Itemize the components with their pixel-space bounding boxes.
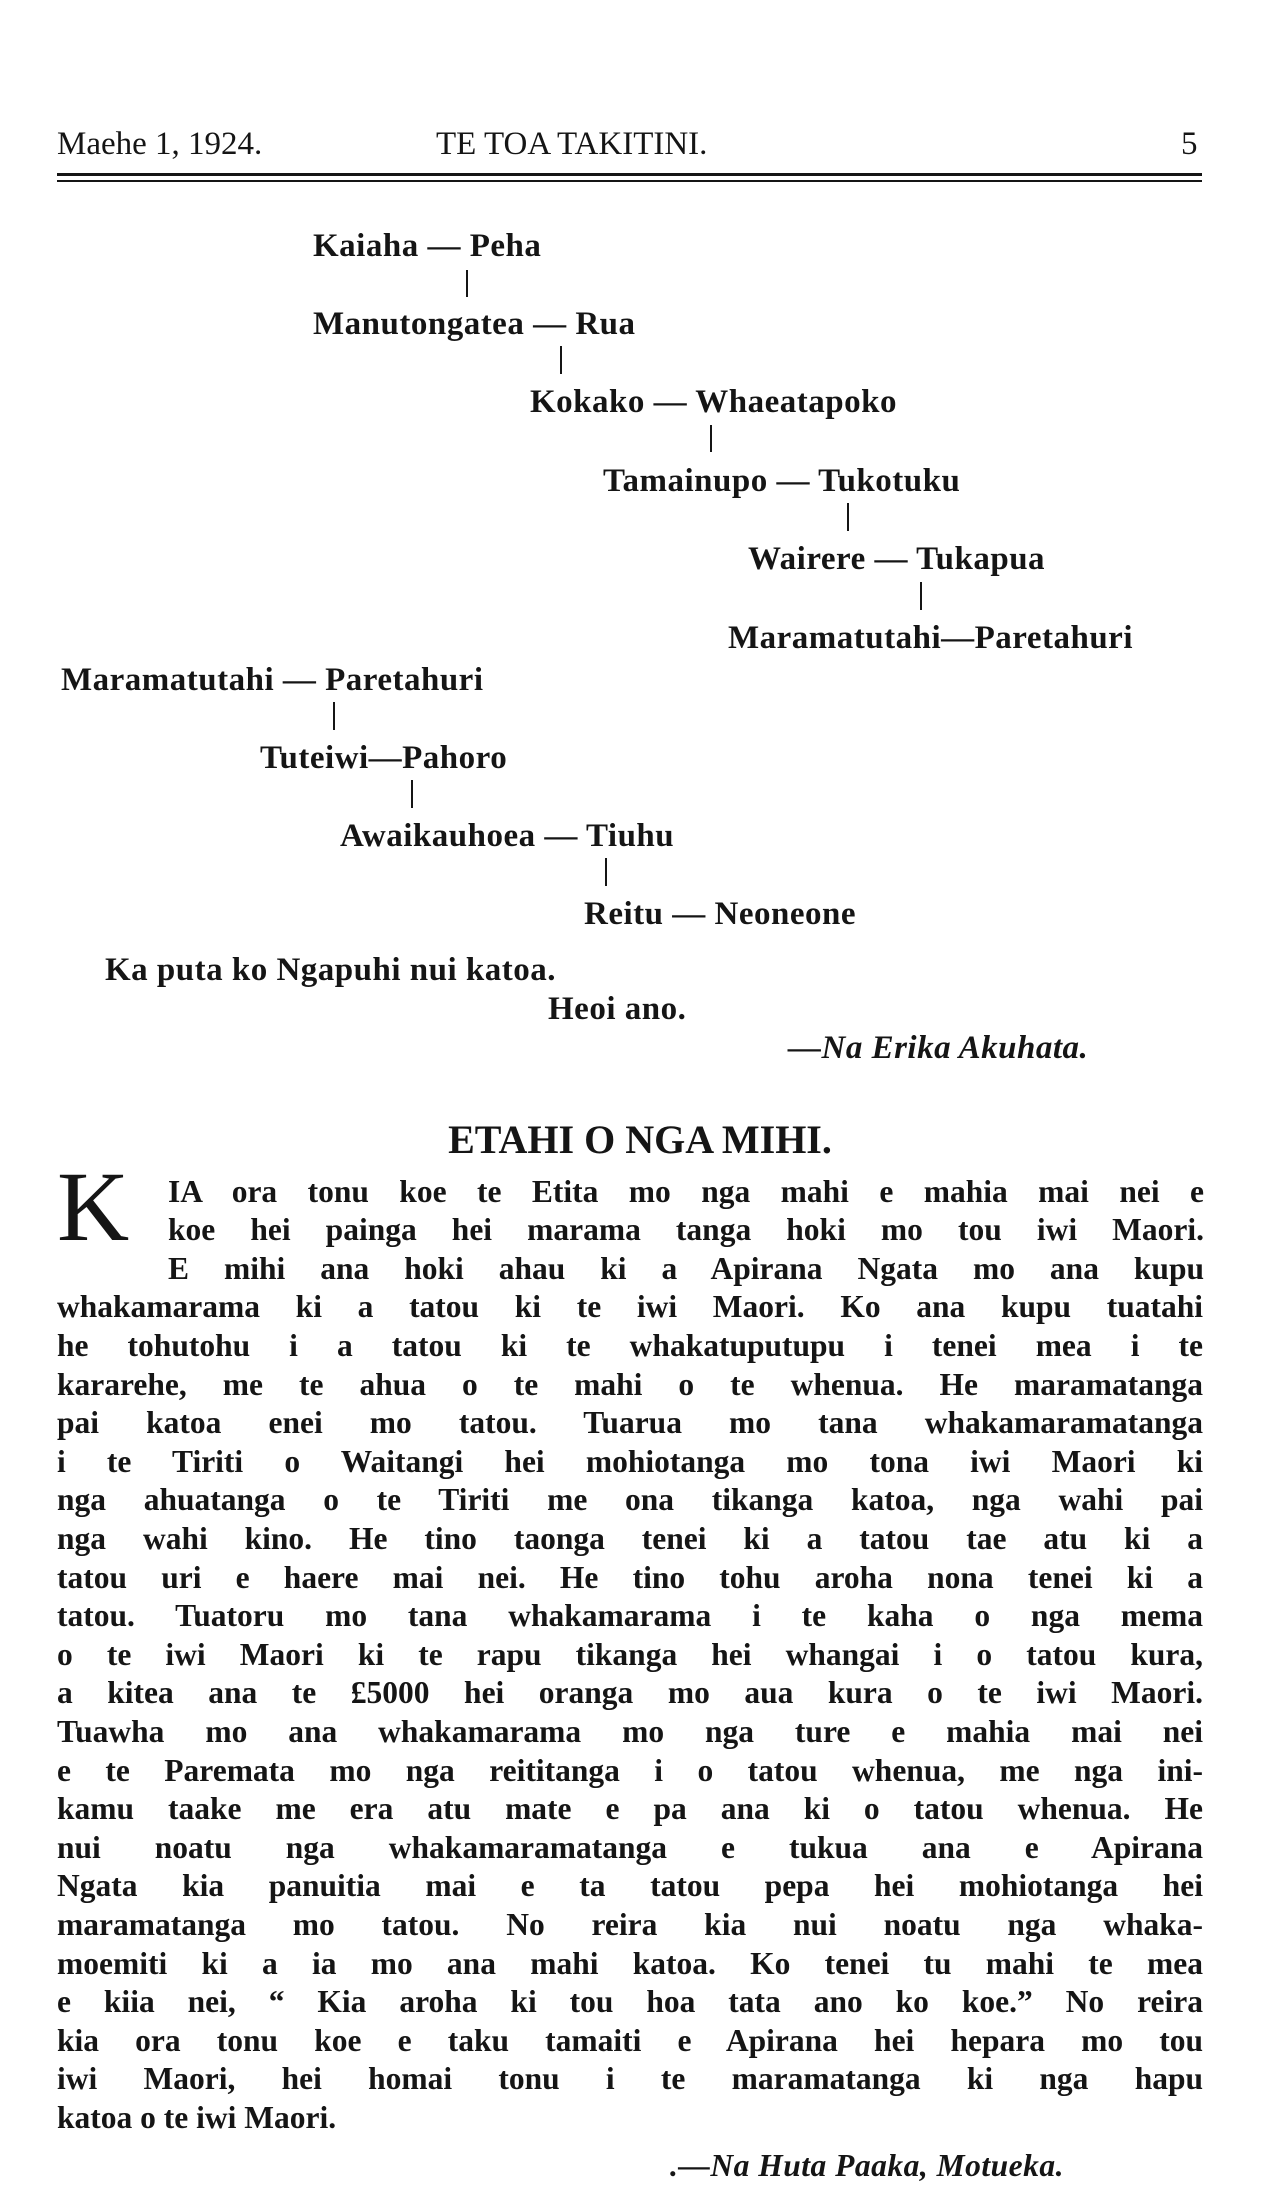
genealogy-pair: Kaiaha — Peha <box>313 228 542 264</box>
text-line: whakamarama ki a tatou ki te iwi Maori. Ko ana kupu tuatahi <box>57 1289 1203 1324</box>
text-line: IA ora tonu koe te Etita mo nga mahi e mahia mai nei e <box>168 1174 1204 1209</box>
article-title: ETAHI O NGA MIHI. <box>448 1117 832 1162</box>
text-line: a kitea ana te £5000 hei oranga mo aua kura o te iwi Maori. <box>57 1675 1203 1710</box>
genealogy-pair: Tuteiwi—Pahoro <box>260 740 508 776</box>
text-line: maramatanga mo tatou. No reira kia nui noatu nga whaka- <box>57 1907 1203 1942</box>
text-line: tatou uri e haere mai nei. He tino tohu aroha nona tenei ki a <box>57 1560 1203 1595</box>
descent-line <box>605 858 607 886</box>
text-line: i te Tiriti o Waitangi hei mohiotanga mo tona iwi Maori ki <box>57 1444 1203 1479</box>
header-date: Maehe 1, 1924. <box>57 126 263 162</box>
text-line: iwi Maori, hei homai tonu i te maramatanga ki nga hapu <box>57 2061 1203 2096</box>
genealogy-pair: Kokako — Whaeatapoko <box>530 384 897 420</box>
article-signature: .—Na Huta Paaka, Motueka. <box>670 2148 1065 2183</box>
text-line: kia ora tonu koe e taku tamaiti e Apirana hei hepara mo tou <box>57 2023 1203 2058</box>
text-line: nga wahi kino. He tino taonga tenei ki a tatou tae atu ki a <box>57 1521 1203 1556</box>
text-line: koe hei painga hei marama tanga hoki mo tou iwi Maori. <box>168 1212 1204 1247</box>
descent-line <box>920 582 922 610</box>
descent-line <box>466 270 468 297</box>
text-line: kamu taake me era atu mate e pa ana ki o tatou whenua. He <box>57 1791 1203 1826</box>
descent-line <box>847 503 849 531</box>
text-line: Ngata kia panuitia mai e ta tatou pepa hei mohiotanga hei <box>57 1868 1203 1903</box>
descent-line <box>411 780 413 808</box>
genealogy-pair: Maramatutahi — Paretahuri <box>61 662 484 698</box>
genealogy-pair: Maramatutahi—Paretahuri <box>728 620 1134 656</box>
text-line: moemiti ki a ia mo ana mahi katoa. Ko tenei tu mahi te mea <box>57 1946 1203 1981</box>
text-line: he tohutohu i a tatou ki te whakatuputupu i tenei mea i te <box>57 1328 1203 1363</box>
descent-line <box>333 702 335 730</box>
genealogy-pair: Wairere — Tukapua <box>748 541 1046 577</box>
text-line: e te Paremata mo nga reititanga i o tatou whenua, me nga ini- <box>57 1753 1203 1788</box>
genealogy-conclusion: Ka puta ko Ngapuhi nui katoa. <box>105 952 556 988</box>
genealogy-pair: Awaikauhoea — Tiuhu <box>340 818 675 854</box>
text-line: Tuawha mo ana whakamarama mo nga ture e mahia mai nei <box>57 1714 1203 1749</box>
text-line: kararehe, me te ahua o te mahi o te whenua. He maramatanga <box>57 1367 1203 1402</box>
text-line: e kiia nei, “ Kia aroha ki tou hoa tata ano ko koe.” No reira <box>57 1984 1203 2019</box>
text-line: nga ahuatanga o te Tiriti me ona tikanga katoa, nga wahi pai <box>57 1482 1203 1517</box>
genealogy-pair: Tamainupo — Tukotuku <box>603 463 961 499</box>
genealogy-closing: Heoi ano. <box>548 991 687 1027</box>
genealogy-pair: Manutongatea — Rua <box>313 306 636 342</box>
text-line: katoa o te iwi Maori. <box>57 2100 337 2135</box>
drop-cap: K <box>57 1151 130 1262</box>
header-title: TE TOA TAKITINI. <box>436 126 708 162</box>
header-rule-bottom <box>57 180 1202 182</box>
text-line: o te iwi Maori ki te rapu tikanga hei whangai i o tatou kura, <box>57 1637 1203 1672</box>
descent-line <box>560 346 562 374</box>
text-line: pai katoa enei mo tatou. Tuarua mo tana whakamaramatanga <box>57 1405 1203 1440</box>
header-page-number: 5 <box>1181 126 1198 162</box>
text-line: E mihi ana hoki ahau ki a Apirana Ngata mo ana kupu <box>168 1251 1204 1286</box>
text-line: tatou. Tuatoru mo tana whakamarama i te kaha o nga mema <box>57 1598 1203 1633</box>
descent-line <box>710 425 712 452</box>
text-line: nui noatu nga whakamaramatanga e tukua ana e Apirana <box>57 1830 1203 1865</box>
header-rule-top <box>57 173 1202 176</box>
genealogy-signature: —Na Erika Akuhata. <box>788 1030 1089 1066</box>
genealogy-pair: Reitu — Neoneone <box>584 896 856 932</box>
